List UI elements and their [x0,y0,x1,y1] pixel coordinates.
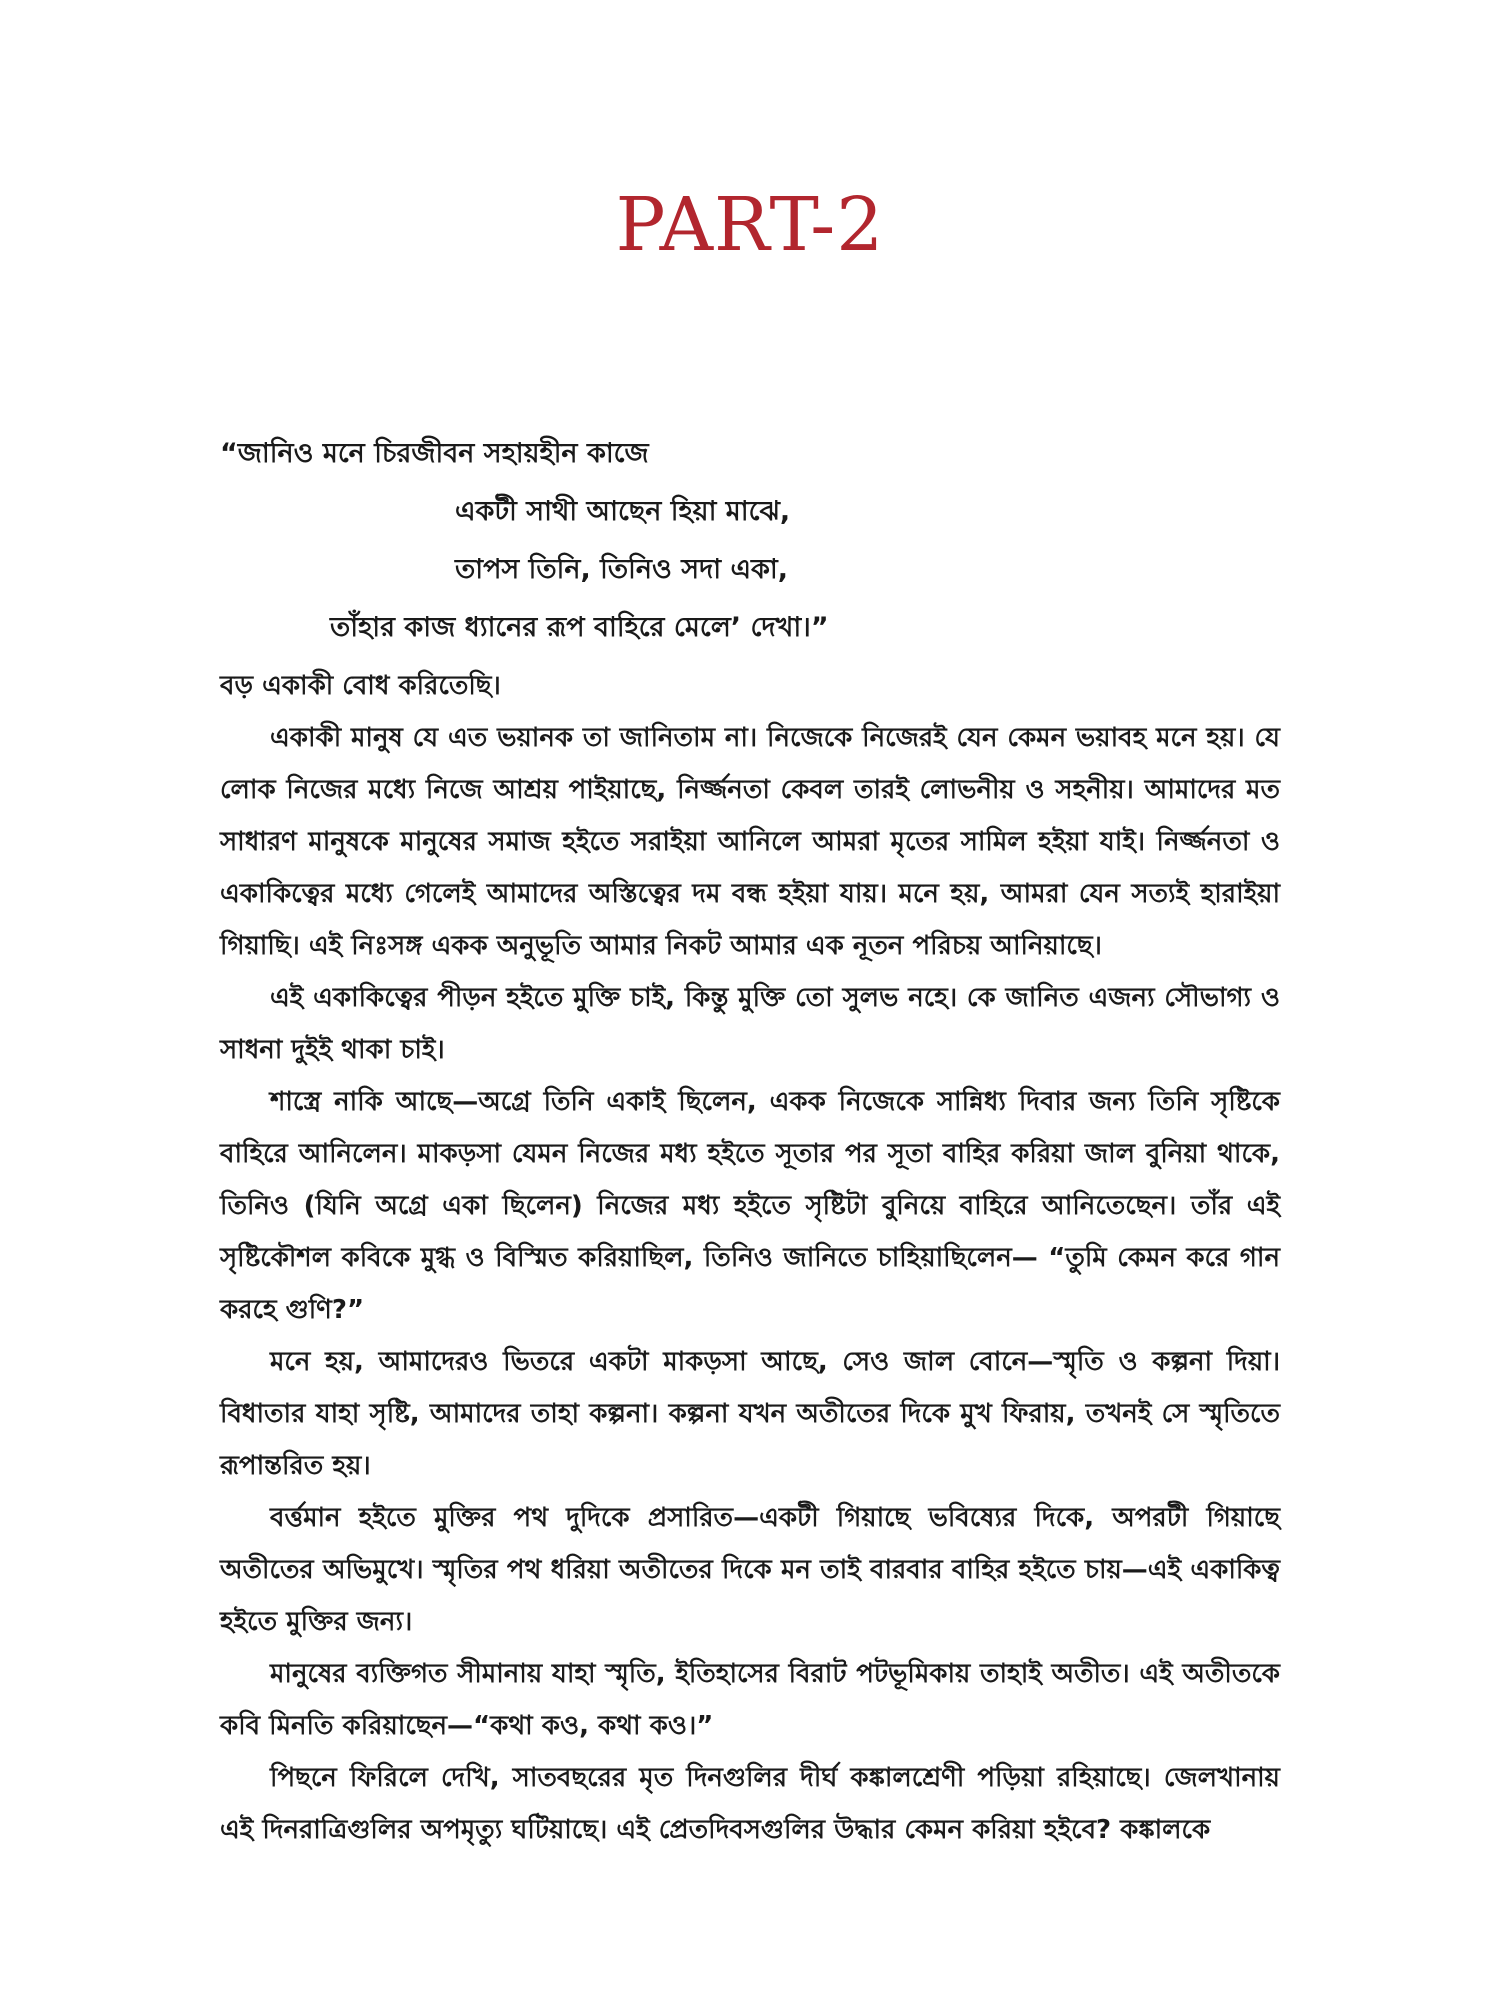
part-title: PART-2 [615,182,885,268]
paragraph: একাকী মানুষ যে এত ভয়ানক তা জানিতাম না। নিজেকে নিজেরই যেন কেমন ভয়াবহ মনে হয়। যে লোক নিজের মধ্যে নিজে আশ্রয় পাইয়াছে, নির্জ্জনতা কেবল তারই লোভনীয় ও সহনীয়। আমাদের মত সাধারণ মানুষকে মানুষের সমাজ হইতে সরাইয়া আনিলে আমরা মৃতের সামিল হইয়া যাই। নির্জ্জনতা ও একাকিত্বের মধ্যে গেলেই আমাদের অস্তিত্বের দম বন্ধ হইয়া যায়। মনে হয়, আমরা যেন সত্যই হারাইয়া গিয়াছি। এই নিঃসঙ্গ একক অনুভূতি আমার নিকট আমার এক নূতন পরিচয় আনিয়াছে। [220,723,1281,961]
paragraph: শাস্ত্রে নাকি আছে—অগ্রে তিনি একাই ছিলেন, একক নিজেকে সান্নিধ্য দিবার জন্য তিনি সৃষ্টিকে বাহিরে আনিলেন। মাকড়সা যেমন নিজের মধ্য হইতে সূতার পর সূতা বাহির করিয়া জাল বুনিয়া থাকে, তিনিও (যিনি অগ্রে একা ছিলেন) নিজের মধ্য হইতে সৃষ্টিটা বুনিয়ে বাহিরে আনিতেছেন। তাঁর এই সৃষ্টিকৌশল কবিকে মুগ্ধ ও বিস্মিত করিয়াছিল, তিনিও জানিতে চাহিয়াছিলেন— “তুমি কেমন করে গান করহে গুণি?” [220,1087,1280,1325]
poem-line: একটী সাথী আছেন হিয়া মাঝে, [455,496,791,527]
paragraph: এই একাকিত্বের পীড়ন হইতে মুক্তি চাই, কিন্তু মুক্তি তো সুলভ নহে। কে জানিত এজন্য সৌভাগ্য ও সাধনা দুইই থাকা চাই। [220,983,1280,1065]
paragraph: বর্ত্তমান হইতে মুক্তির পথ দুদিকে প্রসারিত—একটী গিয়াছে ভবিষ্যের দিকে, অপরটী গিয়াছে অতীতের অভিমুখে। স্মৃতির পথ ধরিয়া অতীতের দিকে মন তাই বারবার বাহির হইতে চায়—এই একাকিত্ব হইতে মুক্তির জন্য। [220,1503,1280,1637]
poem-line: “জানিও মনে চিরজীবন সহায়হীন কাজে [220,438,649,469]
paragraph: মানুষের ব্যক্তিগত সীমানায় যাহা স্মৃতি, ইতিহাসের বিরাট পটভূমিকায় তাহাই অতীত। এই অতীতকে কবি মিনতি করিয়াছেন—“কথা কও, কথা কও।” [220,1659,1280,1741]
paragraph: বড় একাকী বোধ করিতেছি। [220,671,501,701]
epigraph-poem [220,425,1300,657]
body-text [220,660,1280,1856]
poem-line: তাঁহার কাজ ধ্যানের রূপ বাহিরে মেলে’ দেখা।” [330,612,829,643]
poem-line: তাপস তিনি, তিনিও সদা একা, [455,554,788,585]
paragraph: মনে হয়, আমাদেরও ভিতরে একটা মাকড়সা আছে, সেও জাল বোনে—স্মৃতি ও কল্পনা দিয়া। বিধাতার যাহা সৃষ্টি, আমাদের তাহা কল্পনা। কল্পনা যখন অতীতের দিকে মুখ ফিরায়, তখনই সে স্মৃতিতে রূপান্তরিত হয়। [220,1347,1280,1481]
paragraph: পিছনে ফিরিলে দেখি, সাতবছরের মৃত দিনগুলির দীর্ঘ কঙ্কালশ্রেণী পড়িয়া রহিয়াছে। জেলখানায় এই দিনরাত্রিগুলির অপমৃত্যু ঘটিয়াছে। এই প্রেতদিবসগুলির উদ্ধার কেমন করিয়া হইবে? কঙ্কালকে [220,1763,1280,1845]
